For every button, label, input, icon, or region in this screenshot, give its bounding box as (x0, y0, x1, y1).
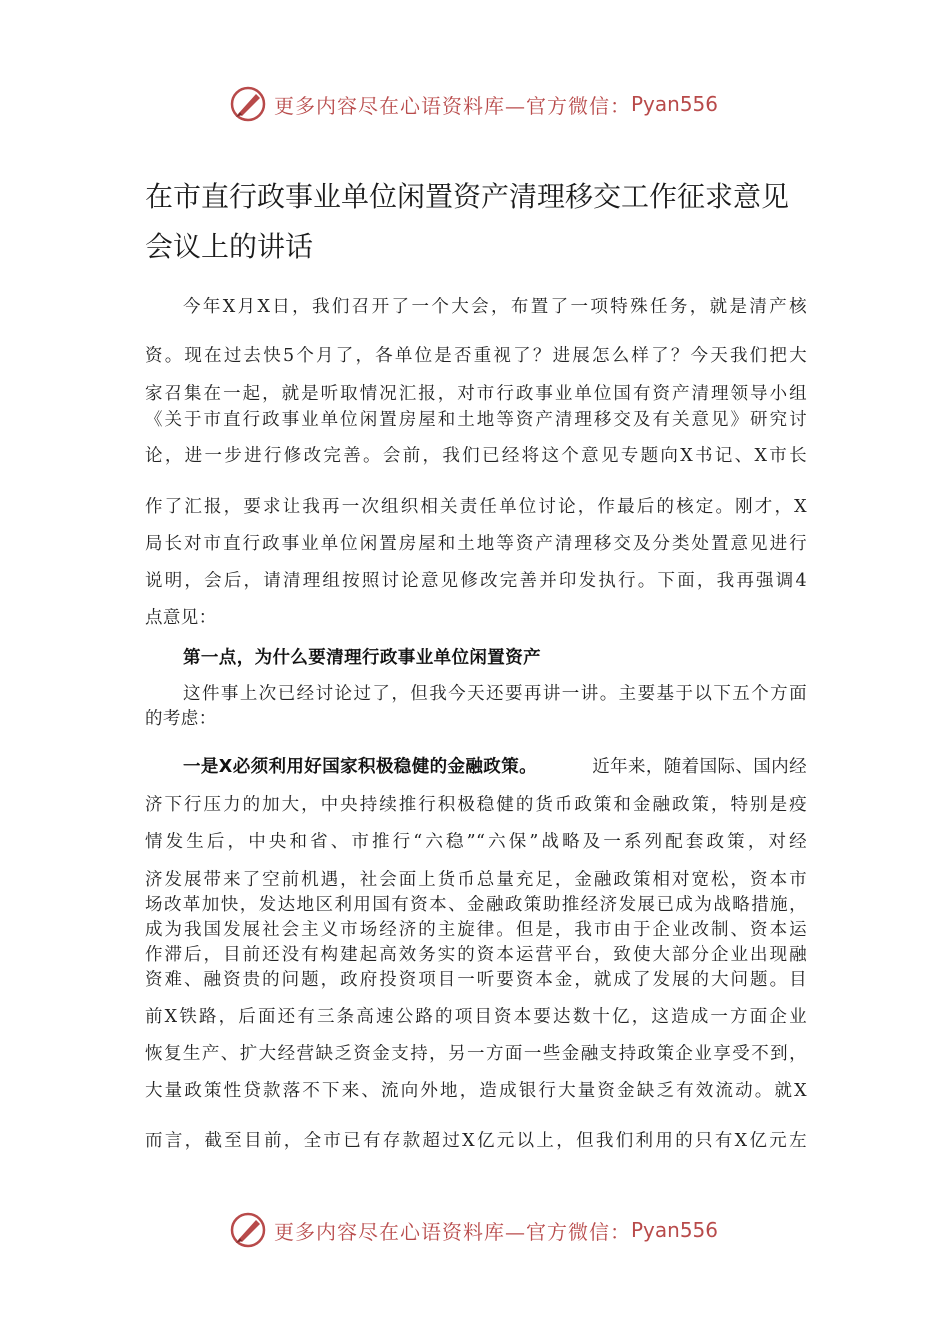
body-line: 前X铁路，后面还有三条高速公路的项目资本要达数十亿，这造成一方面企业 (145, 1007, 807, 1027)
body-line: 资难、融资贵的问题，政府投资项目一听要资本金，就成了发展的大问题。目 (145, 970, 807, 990)
point-one-heading: 一是X必须利用好国家积极稳健的金融政策。 (183, 757, 537, 777)
point-one-line (183, 753, 807, 778)
body-line: 局长对市直行政事业单位闲置房屋和土地等资产清理移交及分类处置意见进行 (145, 534, 807, 554)
body-line: 而言，截至目前，全市已有存款超过X亿元以上，但我们利用的只有X亿元左 (145, 1131, 807, 1151)
body-line: 论，进一步进行修改完善。会前，我们已经将这个意见专题向X书记、X市长 (145, 446, 807, 466)
body-line: 《关于市直行政事业单位闲置房屋和土地等资产清理移交及有关意见》研究讨 (145, 410, 807, 430)
banner-wechat-id: Pyan556 (631, 92, 719, 116)
pen-logo-icon (228, 1210, 268, 1250)
body-line: 成为我国发展社会主义市场经济的主旋律。但是，我市由于企业改制、资本运 (145, 920, 807, 940)
body-line: 今年X月X日，我们召开了一个大会，布置了一项特殊任务，就是清产核 (183, 297, 807, 317)
body-line: 这件事上次已经讨论过了，但我今天还要再讲一讲。主要基于以下五个方面 (183, 684, 807, 704)
body-line: 近年来，随着国际、国内经 (592, 757, 807, 777)
title-line-1: 在市直行政事业单位闲置资产清理移交工作征求意见 (145, 180, 790, 213)
banner-text: 更多内容尽在心语资料库—官方微信： (274, 1219, 631, 1244)
body-line: 济发展带来了空前机遇，社会面上货币总量充足，金融政策相对宽松，资本市 (145, 870, 807, 890)
document-title (145, 172, 825, 272)
body-line: 的考虑： (145, 709, 217, 729)
body-line: 家召集在一起，就是听取情况汇报，对市行政事业单位国有资产清理领导小组 (145, 384, 807, 404)
body-line: 恢复生产、扩大经营缺乏资金支持，另一方面一些金融支持政策企业享受不到， (145, 1044, 807, 1064)
pen-logo-icon (228, 84, 268, 124)
section-heading: 第一点，为什么要清理行政事业单位闲置资产 (183, 648, 541, 668)
header-banner (228, 82, 718, 126)
footer-banner (228, 1208, 718, 1252)
body-line: 点意见： (145, 608, 217, 628)
body-line: 资。现在过去快5个月了，各单位是否重视了？进展怎么样了？今天我们把大 (145, 346, 807, 366)
body-line: 作滞后，目前还没有构建起高效务实的资本运营平台，致使大部分企业出现融 (145, 945, 807, 965)
title-line-2: 会议上的讲话 (145, 230, 314, 263)
body-line: 大量政策性贷款落不下来、流向外地，造成银行大量资金缺乏有效流动。就X (145, 1081, 807, 1101)
body-line: 场改革加快，发达地区利用国有资本、金融政策助推经济发展已成为战略措施， (145, 895, 807, 915)
body-line: 济下行压力的加大，中央持续推行积极稳健的货币政策和金融政策，特别是疫 (145, 795, 807, 815)
banner-text: 更多内容尽在心语资料库—官方微信： (274, 93, 631, 118)
banner-wechat-id: Pyan556 (631, 1218, 719, 1242)
body-line: 作了汇报，要求让我再一次组织相关责任单位讨论，作最后的核定。刚才，X (145, 497, 807, 517)
body-line: 说明，会后，请清理组按照讨论意见修改完善并印发执行。下面，我再强调4 (145, 571, 807, 591)
body-line: 情发生后，中央和省、市推行“六稳”“六保”战略及一系列配套政策，对经 (145, 832, 807, 852)
